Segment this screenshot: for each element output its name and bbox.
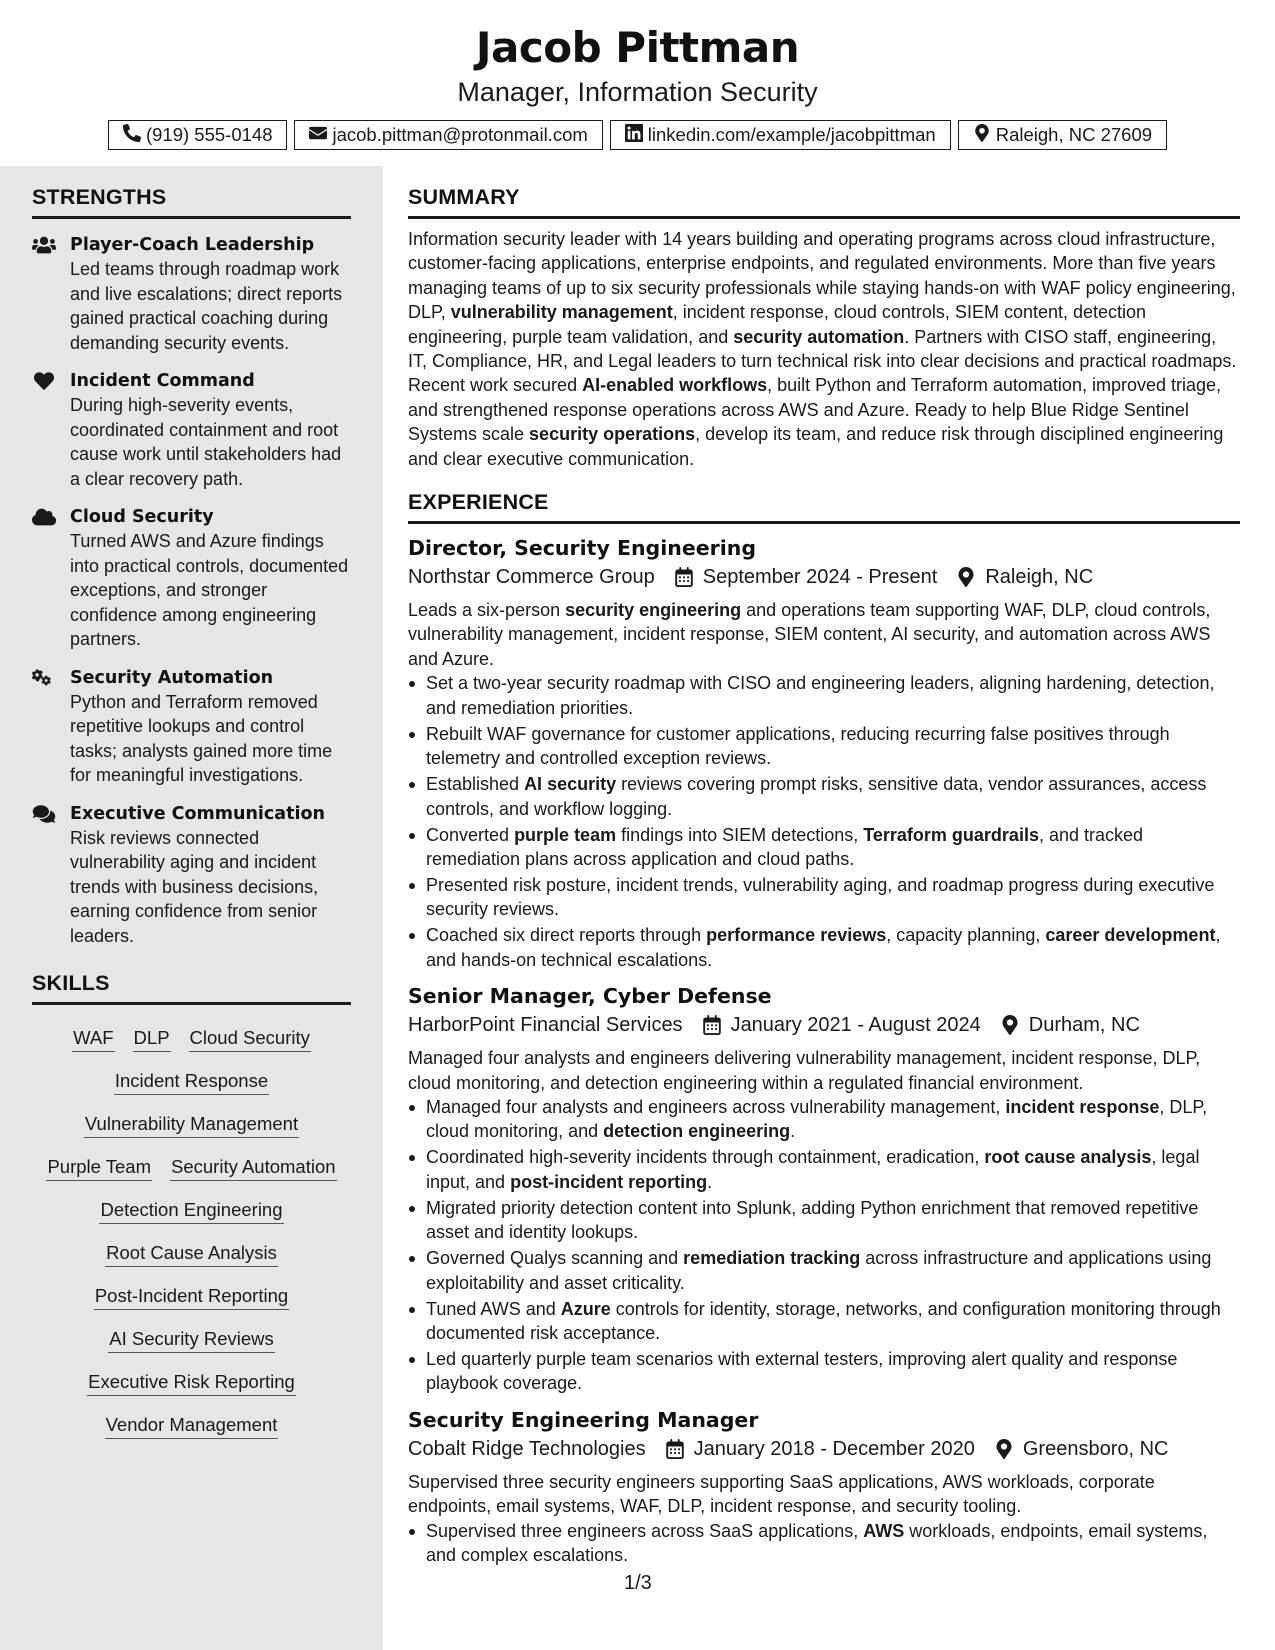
main-content <box>408 166 1240 1569</box>
job-intro <box>408 598 1240 671</box>
bullet-text: , and tracked remediation plans across application and cloud paths. <box>426 824 1144 869</box>
strength-title: Incident Command <box>70 371 255 391</box>
bullet-emphasis: purple team <box>514 824 617 845</box>
job-bullet <box>408 1519 1240 1568</box>
location-pin-icon <box>981 1015 1029 1035</box>
skill-tag: Executive Risk Reporting <box>87 1369 296 1396</box>
strength-desc: Turned AWS and Azure findings into practical controls, documented exceptions, and stronger confidence among engineering partners. <box>70 531 349 649</box>
job-dates: September 2024 - Present <box>702 566 938 589</box>
summary-text: , built Python and Terraform automation, improved triage, and strengthened response operations across AWS and Azure. Ready to help Blue Ridge Sentinel Systems scale <box>408 375 1222 445</box>
candidate-title: Manager, Information Security <box>457 77 818 107</box>
bullet-text: Converted <box>426 824 515 845</box>
job-bullet <box>408 1347 1240 1396</box>
contact-location <box>958 120 1167 150</box>
job-entry <box>408 982 1240 1396</box>
bullet-emphasis: AWS <box>863 1520 905 1541</box>
skill-row <box>108 1326 275 1353</box>
skill-tag: Security Automation <box>170 1154 337 1181</box>
summary-emphasis: security operations <box>529 424 696 445</box>
job-location: Durham, NC <box>1028 1014 1140 1037</box>
summary-emphasis: AI-enabled workflows <box>582 375 768 396</box>
skill-row <box>94 1283 289 1310</box>
calendar-icon <box>683 1015 731 1035</box>
contact-linkedin-text: linkedin.com/example/jacobpittman <box>647 124 936 145</box>
bullet-text: Migrated priority detection content into Splunk, adding Python enrichment that removed repetitive asset and identity lookups. <box>426 1197 1199 1243</box>
job-bullets <box>408 671 1240 972</box>
bullet-text: , and hands-on technical escalations. <box>426 925 1221 970</box>
skill-tag: Vulnerability Management <box>84 1111 299 1138</box>
page-number: 1/3 <box>624 1572 652 1594</box>
job-bullet <box>408 873 1240 922</box>
bullet-text: Managed four analysts and engineers across vulnerability management, <box>426 1096 1006 1117</box>
skill-row <box>72 1025 311 1052</box>
bullet-text: Coached six direct reports through <box>426 925 707 946</box>
job-company: HarborPoint Financial Services <box>408 1014 683 1037</box>
summary-text <box>408 227 1240 471</box>
job-location: Greensboro, NC <box>1022 1437 1169 1460</box>
job-meta <box>408 1010 1240 1040</box>
location-pin-icon <box>975 1439 1023 1459</box>
bullet-text: Set a two-year security roadmap with CISO and engineering leaders, aligning hardening, detection, and remediation priorities. <box>426 673 1215 718</box>
strength-title: Player-Coach Leadership <box>70 235 315 255</box>
bullet-text: Governed Qualys scanning and <box>426 1248 684 1269</box>
phone-icon <box>123 124 141 147</box>
job-title: Senior Manager, Cyber Defense <box>408 984 772 1009</box>
bullet-text: Tuned AWS and <box>426 1298 561 1319</box>
skill-tag: Post-Incident Reporting <box>94 1283 289 1310</box>
bullet-emphasis: root cause analysis <box>984 1147 1152 1168</box>
bullet-emphasis: post-incident reporting <box>510 1171 708 1192</box>
contact-email[interactable] <box>294 120 602 150</box>
skill-row <box>87 1369 296 1396</box>
bullet-emphasis: Azure <box>560 1298 611 1319</box>
job-intro <box>408 1046 1240 1095</box>
summary-emphasis: security automation <box>733 326 905 347</box>
job-bullet <box>408 923 1240 972</box>
strength-item <box>32 505 351 652</box>
summary-text: . Partners with CISO staff, engineering, IT, Compliance, HR, and Legal leaders to turn technical risk into clear decisions and practical roadmaps. Recent work secured <box>408 326 1237 396</box>
skill-tag: WAF <box>72 1025 114 1052</box>
strength-item <box>32 369 351 491</box>
strength-desc: Risk reviews connected vulnerability aging and incident trends with business decisions, earning confidence from senior leaders. <box>70 827 319 946</box>
location-pin-icon <box>973 124 991 147</box>
contact-location-text: Raleigh, NC 27609 <box>995 124 1153 145</box>
strength-title: Executive Communication <box>70 803 325 824</box>
skill-tag: AI Security Reviews <box>108 1326 275 1353</box>
job-bullets <box>408 1095 1240 1396</box>
summary-text: , incident response, cloud controls, SIEM content, detection engineering, purple team validation, and <box>408 302 1147 347</box>
job-location: Raleigh, NC <box>985 566 1094 589</box>
bullet-text: Coordinated high-severity incidents through containment, eradication, <box>426 1147 985 1168</box>
gears-icon <box>32 668 56 688</box>
bullet-text: workloads, endpoints, email systems, and complex escalations. <box>426 1520 1208 1565</box>
users-icon <box>32 235 56 255</box>
job-title: Director, Security Engineering <box>408 536 757 561</box>
summary-text: , develop its team, and reduce risk through disciplined engineering and clear executive communication. <box>408 424 1224 469</box>
job-bullet <box>408 671 1240 720</box>
contact-phone-text: (919) 555-0148 <box>145 124 273 145</box>
job-dates: January 2021 - August 2024 <box>730 1014 981 1037</box>
job-dates: January 2018 - December 2020 <box>693 1437 975 1460</box>
job-intro <box>408 1470 1240 1519</box>
summary-text: Information security leader with 14 years building and operating programs across cloud infrastructure, customer-facing applications, enterprise endpoints, and regulated environments. More than five years managing teams of up to six security professionals while staying hands-on with WAF policy engineering, DLP, <box>408 229 1236 323</box>
bullet-text: controls for identity, storage, networks, and configuration monitoring through documented risk acceptance. <box>426 1298 1221 1343</box>
job-intro-text: Managed four analysts and engineers delivering vulnerability management, incident response, DLP, cloud monitoring, and detection engineering within a regulated financial environment. <box>408 1048 1201 1093</box>
experience-list <box>408 534 1240 1567</box>
contact-linkedin[interactable] <box>610 120 951 150</box>
job-bullet <box>408 1196 1240 1245</box>
job-meta <box>408 1434 1240 1464</box>
skill-row <box>46 1154 336 1181</box>
strength-item <box>32 233 351 355</box>
bullet-text: Supervised three engineers across SaaS applications, <box>426 1520 864 1541</box>
job-bullet <box>408 1095 1240 1144</box>
contact-phone[interactable] <box>108 120 288 150</box>
bullet-emphasis: incident response <box>1005 1096 1160 1117</box>
bullet-text: Presented risk posture, incident trends, vulnerability aging, and roadmap progress during executive security reviews. <box>426 874 1215 920</box>
skill-tag: Root Cause Analysis <box>105 1240 278 1267</box>
strengths-list <box>32 233 351 948</box>
candidate-name: Jacob Pittman <box>475 23 800 72</box>
bullet-emphasis: detection engineering <box>603 1121 791 1142</box>
bullet-emphasis: performance reviews <box>706 925 887 946</box>
contact-bar <box>0 120 1275 150</box>
skill-row <box>84 1111 299 1138</box>
skill-row <box>105 1240 278 1267</box>
skill-tag: Detection Engineering <box>99 1197 283 1224</box>
strength-desc: During high-severity events, coordinated containment and root cause work until stakeholders had a clear recovery path. <box>70 395 342 489</box>
bullet-emphasis: career development <box>1045 925 1216 946</box>
job-intro-text: Supervised three security engineers supporting SaaS applications, AWS workloads, corporate endpoints, email systems, WAF, DLP, incident response, and security tooling. <box>408 1471 1155 1517</box>
job-bullet <box>408 823 1240 872</box>
job-intro-text: Leads a six-person <box>408 600 566 621</box>
strength-desc: Python and Terraform removed repetitive lookups and control tasks; analysts gained more time for meaningful investigations. <box>70 691 333 785</box>
skill-tag: Incident Response <box>114 1068 269 1095</box>
summary-heading: SUMMARY <box>408 184 1240 219</box>
job-company: Northstar Commerce Group <box>408 566 655 589</box>
bullet-text: , DLP, cloud monitoring, and <box>426 1096 1208 1142</box>
contact-email-text: jacob.pittman@protonmail.com <box>332 124 588 145</box>
job-bullet <box>408 1145 1240 1194</box>
sidebar <box>0 166 383 1650</box>
skill-tag: Cloud Security <box>189 1025 311 1052</box>
bullet-text: Rebuilt WAF governance for customer applications, reducing recurring false positives through telemetry and controlled exception reviews. <box>426 723 1170 769</box>
experience-heading: EXPERIENCE <box>408 489 1240 524</box>
job-intro-text: and operations team supporting WAF, DLP, cloud controls, vulnerability management, incident response, SIEM content, AI security, and automation across AWS and Azure. <box>408 600 1211 669</box>
strengths-heading: STRENGTHS <box>32 184 351 219</box>
skill-tag: DLP <box>133 1025 171 1052</box>
job-bullet <box>408 722 1240 771</box>
bullet-text: . <box>790 1121 796 1142</box>
summary-emphasis: vulnerability management <box>450 302 673 323</box>
job-bullet <box>408 1246 1240 1295</box>
bullet-text: across infrastructure and applications using exploitability and asset criticality. <box>426 1248 1212 1293</box>
job-entry <box>408 534 1240 972</box>
bullet-text: , capacity planning, <box>886 925 1046 946</box>
bullet-text: Led quarterly purple team scenarios with external testers, improving alert quality and response playbook coverage. <box>426 1348 1178 1394</box>
bullet-emphasis: AI security <box>524 774 617 795</box>
skills-list <box>32 1025 351 1439</box>
skill-row <box>105 1412 279 1439</box>
bullet-emphasis: remediation tracking <box>683 1248 861 1269</box>
bullet-text: findings into SIEM detections, <box>616 824 864 845</box>
skill-row <box>99 1197 283 1224</box>
resume-header <box>0 22 1275 150</box>
envelope-icon <box>309 124 327 147</box>
bullet-emphasis: Terraform guardrails <box>863 824 1039 845</box>
job-intro-emphasis: security engineering <box>565 600 742 621</box>
bullet-text: , legal input, and <box>426 1147 1200 1192</box>
skill-row <box>114 1068 269 1095</box>
strength-title: Cloud Security <box>70 507 214 527</box>
linkedin-icon <box>625 124 643 147</box>
skills-heading: SKILLS <box>32 970 351 1005</box>
strength-title: Security Automation <box>70 667 274 688</box>
job-entry <box>408 1406 1240 1568</box>
strength-item <box>32 666 351 788</box>
strength-desc: Led teams through roadmap work and live escalations; direct reports gained practical coaching during demanding security events. <box>70 259 343 353</box>
location-pin-icon <box>937 567 985 587</box>
job-meta <box>408 562 1240 592</box>
job-bullet <box>408 772 1240 821</box>
heart-icon <box>32 371 56 391</box>
calendar-icon <box>646 1439 694 1459</box>
job-bullet <box>408 1297 1240 1346</box>
job-bullets <box>408 1519 1240 1568</box>
skill-tag: Vendor Management <box>105 1412 279 1439</box>
cloud-icon <box>32 507 56 527</box>
comments-icon <box>32 804 56 824</box>
job-title: Security Engineering Manager <box>408 1407 759 1432</box>
strength-item <box>32 802 351 949</box>
bullet-text: Established <box>426 774 525 795</box>
calendar-icon <box>655 567 703 587</box>
skill-tag: Purple Team <box>46 1154 152 1181</box>
bullet-text: reviews covering prompt risks, sensitive data, vendor assurances, access controls, and workflow logging. <box>426 774 1207 819</box>
bullet-text: . <box>707 1171 713 1192</box>
job-company: Cobalt Ridge Technologies <box>408 1437 646 1460</box>
